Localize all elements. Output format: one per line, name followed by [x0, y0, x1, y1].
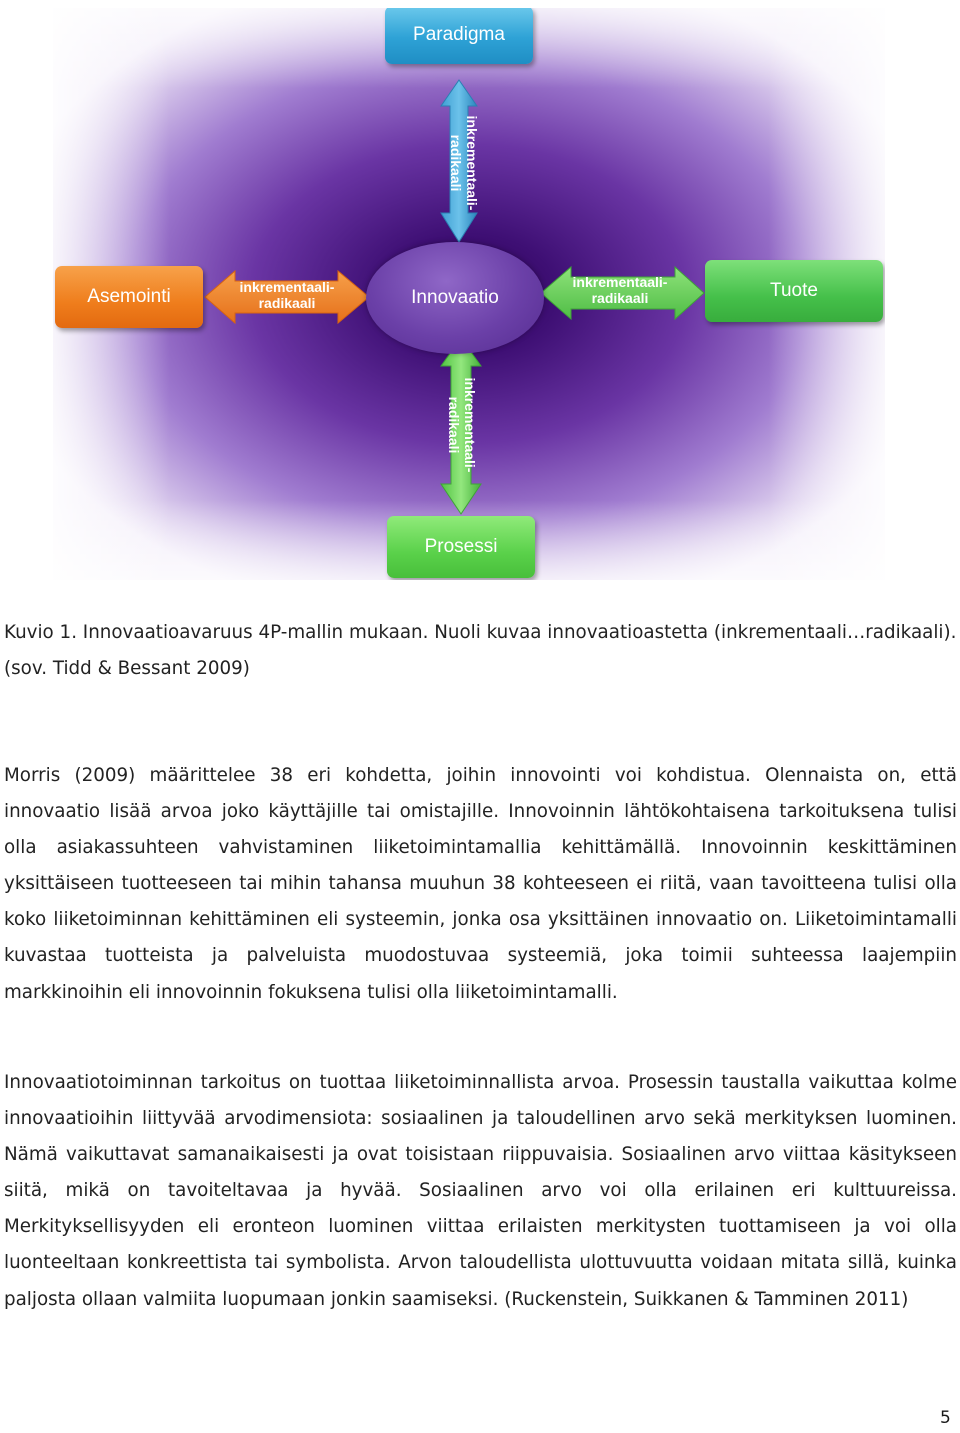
tuote-box	[705, 260, 883, 322]
asemointi-box	[55, 266, 203, 328]
tuote-label: Tuote	[770, 280, 818, 301]
paragraph-2: Innovaatiotoiminnan tarkoitus on tuottaa liiketoiminnallista arvoa. Prosessin taustalla vaikuttaa kolme innovaatioihin liittyvää arvodimensiota: sosiaalinen ja taloudellinen arvo sekä merkityksen luominen. Nämä vaikuttavat samanaikaisesti ja ovat toisistaan riippuvaisia. Sosiaalinen arvo viittaa käsitykseen siitä, mikä on tavoiteltavaa ja hyvää. Sosiaalinen arvo voi olla erilainen eri kulttuureissa. Merkityksellisyyden eli eronteon luominen viittaa erilaisten merkitysten tuottamiseen ja voi olla luonteeltaan konkreettista tai symbolista. Arvon taloudellista ulottuvuutta voidaan mitata sillä, kuinka paljosta ollaan valmiita luopumaan jonkin saamiseksi. (Ruckenstein, Suikkanen & Tamminen 2011)	[4, 1072, 957, 1310]
innovaatio-ellipse	[366, 242, 544, 354]
paradigma-label: Paradigma	[413, 24, 505, 45]
asemointi-label: Asemointi	[87, 286, 171, 307]
prosessi-label: Prosessi	[424, 536, 498, 557]
innovation-space-diagram	[53, 8, 885, 580]
arrow-right-label: inkrementaali- radikaali	[572, 274, 668, 306]
paragraph-1: Morris (2009) määrittelee 38 eri kohdetta, joihin innovointi voi kohdistua. Olennaista on, että innovaatio lisää arvoa joko käyttäjille tai omistajille. Innovoinnin lähtökohtaisena tarkoituksena tulisi olla asiakassuhteen vahvistaminen liiketoimintamallia kehittämällä. Innovoinnin keskittäminen yksittäiseen tuotteeseen tai mihin tahansa muuhun 38 kohteeseen ei riitä, vaan tavoitteena tulisi olla koko liiketoiminnan kehittäminen eli systeemin, jonka osa yksittäinen innovaatio on. Liiketoimintamalli kuvastaa tuotteista ja palveluista muodostuvaa systeemiä, joka toimii suhteessa laajempiin markkinoihin eli innovoinnin fokuksena tulisi olla liiketoimintamalli.	[4, 765, 957, 1003]
page-number: 5	[940, 1408, 951, 1428]
figure-caption: Kuvio 1. Innovaatioavaruus 4P-mallin mukaan. Nuoli kuvaa innovaatioastetta (inkrementaali…radikaali). (sov. Tidd & Bessant 2009)	[4, 622, 957, 680]
arrow-left-label: inkrementaali- radikaali	[239, 279, 335, 311]
arrow-top-label: inkrementaali- radikaali	[448, 115, 480, 211]
arrow-bottom-label: inkrementaali- radikaali	[446, 377, 478, 473]
innovaatio-label: Innovaatio	[411, 287, 499, 308]
prosessi-box	[387, 516, 535, 578]
paradigma-box	[385, 8, 533, 64]
